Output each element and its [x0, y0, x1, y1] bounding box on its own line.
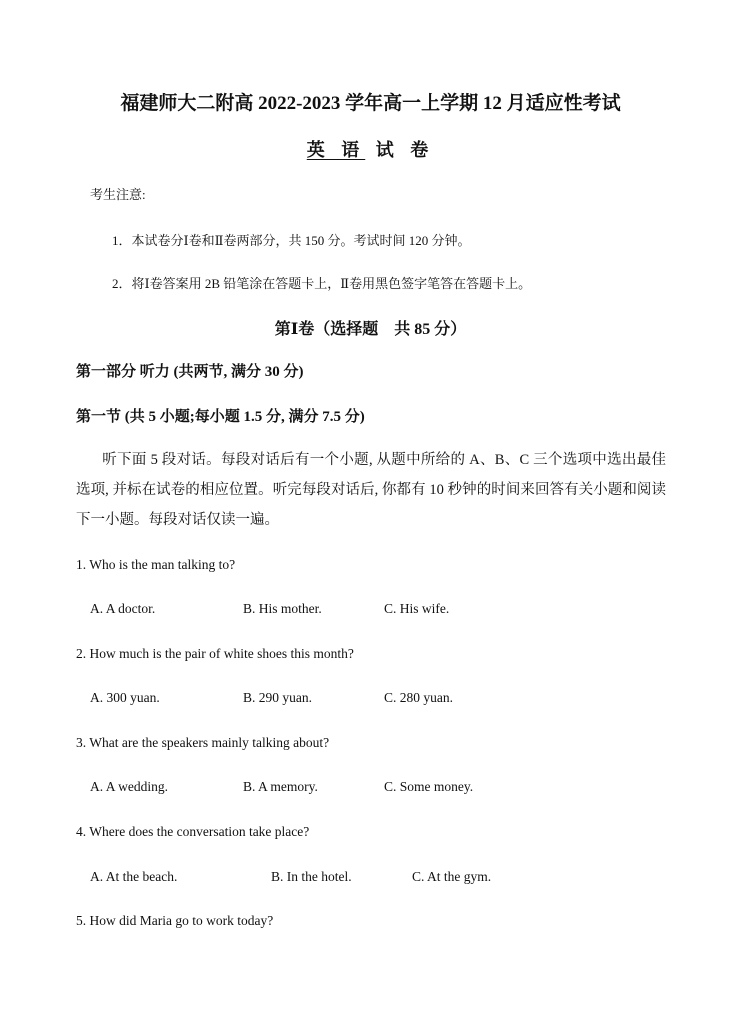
question-4-option-a: A. At the beach.	[90, 869, 178, 884]
question-stem-3: 3. What are the speakers mainly talking about?	[76, 735, 330, 750]
question-3-option-b: B. A memory.	[243, 779, 318, 794]
notice-heading: 考生注意:	[90, 187, 146, 202]
subtitle-paper: 试 卷	[375, 140, 435, 160]
question-4-option-c: C. At the gym.	[412, 869, 492, 884]
question-stem-4: 4. Where does the conversation take place?	[76, 824, 310, 839]
part-heading: 第一部分 听力 (共两节, 满分 30 分)	[76, 364, 304, 380]
question-3-option-a: A. A wedding.	[90, 779, 169, 794]
question-stem-2: 2. How much is the pair of white shoes this month?	[76, 646, 354, 661]
exam-title: 福建师大二附高 2022-2023 学年高一上学期 12 月适应性考试	[120, 93, 621, 114]
question-2-option-c: C. 280 yuan.	[384, 690, 453, 705]
subsection-heading: 第一节 (共 5 小题;每小题 1.5 分, 满分 7.5 分)	[76, 409, 365, 425]
question-stem-1: 1. Who is the man talking to?	[76, 557, 236, 572]
question-stem-5: 5. How did Maria go to work today?	[76, 913, 274, 928]
question-4-option-b: B. In the hotel.	[271, 869, 352, 884]
paper-subtitle	[0, 136, 741, 162]
question-1-option-c: C. His wife.	[384, 601, 450, 616]
section-title: 第Ⅰ卷（选择题 共 85 分）	[274, 321, 467, 338]
listening-instructions	[76, 445, 666, 535]
question-3-option-c: C. Some money.	[384, 779, 474, 794]
notice-item-2: 2．将Ⅰ卷答案用 2B 铅笔涂在答题卡上，Ⅱ卷用黑色签字笔答在答题卡上。	[112, 276, 532, 291]
question-2-option-a: A. 300 yuan.	[90, 690, 160, 705]
notice-item-1: 1．本试卷分Ⅰ卷和Ⅱ卷两部分，共 150 分。考试时间 120 分钟。	[112, 233, 471, 248]
instructions-text: 听下面 5 段对话。每段对话后有一个小题, 从题中所给的 A、B、C 三个选项中选出最佳选项, 并标在试卷的相应位置。听完每段对话后, 你都有 10 秒钟的时间来回答有关小题和阅读下一小题。每段对话仅读一遍。	[76, 452, 666, 528]
question-2-option-b: B. 290 yuan.	[243, 690, 312, 705]
subtitle-subject: 英 语	[306, 140, 366, 160]
question-1-option-a: A. A doctor.	[90, 601, 156, 616]
question-1-option-b: B. His mother.	[243, 601, 322, 616]
